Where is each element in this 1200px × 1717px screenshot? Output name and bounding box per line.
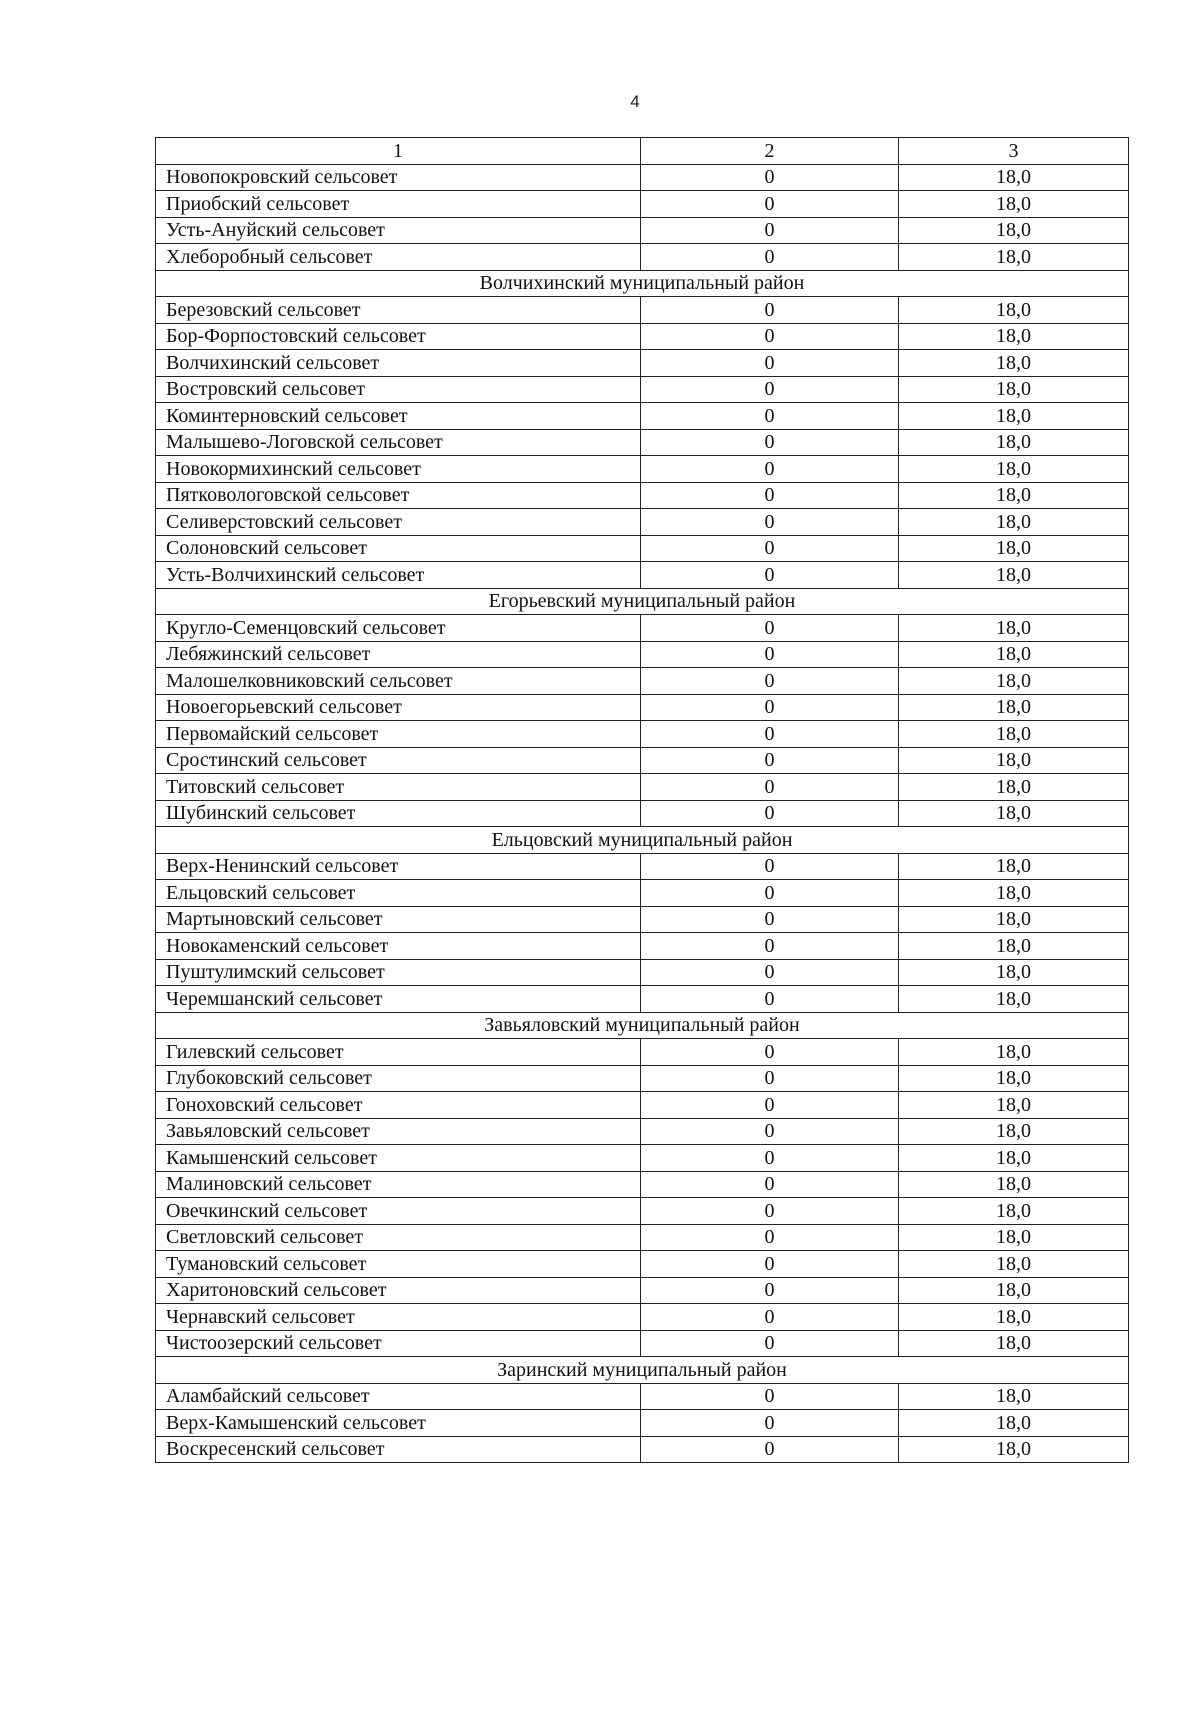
table-row (156, 1171, 1129, 1198)
district-name: Ельцовский муниципальный район (156, 827, 1129, 854)
value-col-3: 18,0 (899, 376, 1129, 403)
settlement-name: Ельцовский сельсовет (156, 880, 641, 907)
table-row (156, 482, 1129, 509)
settlement-name: Пуштулимский сельсовет (156, 959, 641, 986)
settlement-name: Кругло-Семенцовский сельсовет (156, 615, 641, 642)
settlement-name: Светловский сельсовет (156, 1224, 641, 1251)
value-col-2: 0 (641, 164, 899, 191)
table-row (156, 1251, 1129, 1278)
settlement-name: Малышево-Логовской сельсовет (156, 429, 641, 456)
settlement-name: Титовский сельсовет (156, 774, 641, 801)
settlement-name: Хлеборобный сельсовет (156, 244, 641, 271)
settlement-name: Тумановский сельсовет (156, 1251, 641, 1278)
value-col-2: 0 (641, 959, 899, 986)
value-col-3: 18,0 (899, 429, 1129, 456)
table-row (156, 641, 1129, 668)
value-col-3: 18,0 (899, 1171, 1129, 1198)
settlement-name: Волчихинский сельсовет (156, 350, 641, 377)
value-col-2: 0 (641, 1039, 899, 1066)
settlement-name: Бор-Форпостовский сельсовет (156, 323, 641, 350)
settlement-name: Завьяловский сельсовет (156, 1118, 641, 1145)
value-col-3: 18,0 (899, 906, 1129, 933)
value-col-3: 18,0 (899, 774, 1129, 801)
table-row (156, 164, 1129, 191)
value-col-2: 0 (641, 1304, 899, 1331)
settlement-name: Лебяжинский сельсовет (156, 641, 641, 668)
settlement-name: Востровский сельсовет (156, 376, 641, 403)
value-col-3: 18,0 (899, 1039, 1129, 1066)
table-row (156, 1277, 1129, 1304)
value-col-2: 0 (641, 1145, 899, 1172)
header-cell-2: 2 (641, 138, 899, 165)
value-col-3: 18,0 (899, 1224, 1129, 1251)
value-col-2: 0 (641, 217, 899, 244)
settlement-name: Черемшанский сельсовет (156, 986, 641, 1013)
value-col-3: 18,0 (899, 880, 1129, 907)
table-row (156, 1118, 1129, 1145)
data-table (155, 137, 1129, 1463)
table-row (156, 191, 1129, 218)
settlement-name: Новопокровский сельсовет (156, 164, 641, 191)
table-row (156, 562, 1129, 589)
header-cell-1: 1 (156, 138, 641, 165)
value-col-2: 0 (641, 641, 899, 668)
settlement-name: Солоновский сельсовет (156, 535, 641, 562)
value-col-3: 18,0 (899, 1251, 1129, 1278)
value-col-3: 18,0 (899, 747, 1129, 774)
settlement-name: Сростинский сельсовет (156, 747, 641, 774)
table-header-row (156, 138, 1129, 165)
table-row (156, 880, 1129, 907)
value-col-3: 18,0 (899, 509, 1129, 536)
value-col-2: 0 (641, 747, 899, 774)
value-col-2: 0 (641, 350, 899, 377)
settlement-name: Гилевский сельсовет (156, 1039, 641, 1066)
settlement-name: Новокаменский сельсовет (156, 933, 641, 960)
settlement-name: Первомайский сельсовет (156, 721, 641, 748)
table-row (156, 721, 1129, 748)
value-col-2: 0 (641, 297, 899, 324)
value-col-3: 18,0 (899, 800, 1129, 827)
value-col-2: 0 (641, 244, 899, 271)
value-col-2: 0 (641, 1065, 899, 1092)
value-col-2: 0 (641, 403, 899, 430)
value-col-2: 0 (641, 880, 899, 907)
table-row (156, 323, 1129, 350)
table-row (156, 615, 1129, 642)
table-row (156, 747, 1129, 774)
value-col-2: 0 (641, 1092, 899, 1119)
page-number: 4 (630, 92, 640, 111)
value-col-2: 0 (641, 1436, 899, 1463)
value-col-3: 18,0 (899, 694, 1129, 721)
settlement-name: Мартыновский сельсовет (156, 906, 641, 933)
table-row (156, 217, 1129, 244)
value-col-2: 0 (641, 986, 899, 1013)
settlement-name: Глубоковский сельсовет (156, 1065, 641, 1092)
value-col-2: 0 (641, 853, 899, 880)
value-col-2: 0 (641, 615, 899, 642)
value-col-3: 18,0 (899, 244, 1129, 271)
value-col-2: 0 (641, 1171, 899, 1198)
table-row (156, 1330, 1129, 1357)
value-col-3: 18,0 (899, 721, 1129, 748)
value-col-2: 0 (641, 482, 899, 509)
table-row (156, 668, 1129, 695)
table-row (156, 429, 1129, 456)
settlement-name: Гоноховский сельсовет (156, 1092, 641, 1119)
value-col-3: 18,0 (899, 641, 1129, 668)
value-col-3: 18,0 (899, 1410, 1129, 1437)
district-name: Завьяловский муниципальный район (156, 1012, 1129, 1039)
settlement-name: Малошелковниковский сельсовет (156, 668, 641, 695)
settlement-name: Харитоновский сельсовет (156, 1277, 641, 1304)
settlement-name: Новокормихинский сельсовет (156, 456, 641, 483)
value-col-2: 0 (641, 721, 899, 748)
value-col-3: 18,0 (899, 217, 1129, 244)
table-row (156, 800, 1129, 827)
value-col-3: 18,0 (899, 164, 1129, 191)
value-col-3: 18,0 (899, 482, 1129, 509)
value-col-3: 18,0 (899, 615, 1129, 642)
value-col-3: 18,0 (899, 350, 1129, 377)
value-col-3: 18,0 (899, 1118, 1129, 1145)
district-header-row (156, 588, 1129, 615)
settlement-name: Камышенский сельсовет (156, 1145, 641, 1172)
value-col-3: 18,0 (899, 986, 1129, 1013)
settlement-name: Приобский сельсовет (156, 191, 641, 218)
value-col-3: 18,0 (899, 456, 1129, 483)
value-col-3: 18,0 (899, 1277, 1129, 1304)
value-col-2: 0 (641, 562, 899, 589)
value-col-3: 18,0 (899, 1198, 1129, 1225)
table-body (156, 138, 1129, 1463)
header-cell-3: 3 (899, 138, 1129, 165)
table-row (156, 986, 1129, 1013)
table-row (156, 959, 1129, 986)
value-col-3: 18,0 (899, 959, 1129, 986)
district-header-row (156, 1012, 1129, 1039)
table-row (156, 1198, 1129, 1225)
value-col-3: 18,0 (899, 1065, 1129, 1092)
value-col-2: 0 (641, 933, 899, 960)
value-col-2: 0 (641, 1224, 899, 1251)
value-col-3: 18,0 (899, 191, 1129, 218)
value-col-2: 0 (641, 323, 899, 350)
value-col-3: 18,0 (899, 1436, 1129, 1463)
settlement-name: Овечкинский сельсовет (156, 1198, 641, 1225)
table-row (156, 456, 1129, 483)
value-col-3: 18,0 (899, 933, 1129, 960)
table-row (156, 244, 1129, 271)
settlement-name: Верх-Ненинский сельсовет (156, 853, 641, 880)
value-col-2: 0 (641, 1383, 899, 1410)
table-row (156, 1304, 1129, 1331)
table-row (156, 1092, 1129, 1119)
value-col-2: 0 (641, 1410, 899, 1437)
value-col-3: 18,0 (899, 1145, 1129, 1172)
settlement-name: Усть-Волчихинский сельсовет (156, 562, 641, 589)
value-col-3: 18,0 (899, 668, 1129, 695)
table-row (156, 403, 1129, 430)
district-name: Егорьевский муниципальный район (156, 588, 1129, 615)
settlement-name: Новоегорьевский сельсовет (156, 694, 641, 721)
settlement-name: Шубинский сельсовет (156, 800, 641, 827)
settlement-name: Верх-Камышенский сельсовет (156, 1410, 641, 1437)
value-col-2: 0 (641, 774, 899, 801)
value-col-3: 18,0 (899, 1383, 1129, 1410)
value-col-2: 0 (641, 906, 899, 933)
table-row (156, 694, 1129, 721)
value-col-2: 0 (641, 694, 899, 721)
settlement-name: Березовский сельсовет (156, 297, 641, 324)
value-col-2: 0 (641, 1198, 899, 1225)
value-col-3: 18,0 (899, 1304, 1129, 1331)
table-row (156, 933, 1129, 960)
value-col-2: 0 (641, 800, 899, 827)
table-row (156, 297, 1129, 324)
value-col-3: 18,0 (899, 323, 1129, 350)
value-col-2: 0 (641, 191, 899, 218)
value-col-3: 18,0 (899, 853, 1129, 880)
table-row (156, 376, 1129, 403)
district-header-row (156, 1357, 1129, 1384)
table-row (156, 350, 1129, 377)
value-col-2: 0 (641, 535, 899, 562)
value-col-3: 18,0 (899, 562, 1129, 589)
table-row (156, 509, 1129, 536)
table-row (156, 1383, 1129, 1410)
value-col-2: 0 (641, 429, 899, 456)
table-row (156, 1224, 1129, 1251)
settlement-name: Чистоозерский сельсовет (156, 1330, 641, 1357)
district-header-row (156, 270, 1129, 297)
table-row (156, 853, 1129, 880)
table-row (156, 906, 1129, 933)
district-name: Волчихинский муниципальный район (156, 270, 1129, 297)
settlement-name: Чернавский сельсовет (156, 1304, 641, 1331)
table-row (156, 1039, 1129, 1066)
table-row (156, 535, 1129, 562)
value-col-2: 0 (641, 1277, 899, 1304)
value-col-2: 0 (641, 456, 899, 483)
settlement-name: Селиверстовский сельсовет (156, 509, 641, 536)
value-col-2: 0 (641, 376, 899, 403)
value-col-2: 0 (641, 1251, 899, 1278)
value-col-2: 0 (641, 1330, 899, 1357)
district-name: Заринский муниципальный район (156, 1357, 1129, 1384)
settlement-name: Воскресенский сельсовет (156, 1436, 641, 1463)
value-col-2: 0 (641, 1118, 899, 1145)
table-row (156, 1436, 1129, 1463)
value-col-3: 18,0 (899, 1092, 1129, 1119)
table-row (156, 774, 1129, 801)
value-col-2: 0 (641, 668, 899, 695)
settlement-name: Коминтерновский сельсовет (156, 403, 641, 430)
table-row (156, 1410, 1129, 1437)
settlement-name: Аламбайский сельсовет (156, 1383, 641, 1410)
settlement-name: Усть-Ануйский сельсовет (156, 217, 641, 244)
district-header-row (156, 827, 1129, 854)
table-row (156, 1145, 1129, 1172)
value-col-3: 18,0 (899, 1330, 1129, 1357)
settlement-name: Пятковологовской сельсовет (156, 482, 641, 509)
settlement-name: Малиновский сельсовет (156, 1171, 641, 1198)
value-col-3: 18,0 (899, 403, 1129, 430)
value-col-3: 18,0 (899, 535, 1129, 562)
table-row (156, 1065, 1129, 1092)
value-col-2: 0 (641, 509, 899, 536)
value-col-3: 18,0 (899, 297, 1129, 324)
